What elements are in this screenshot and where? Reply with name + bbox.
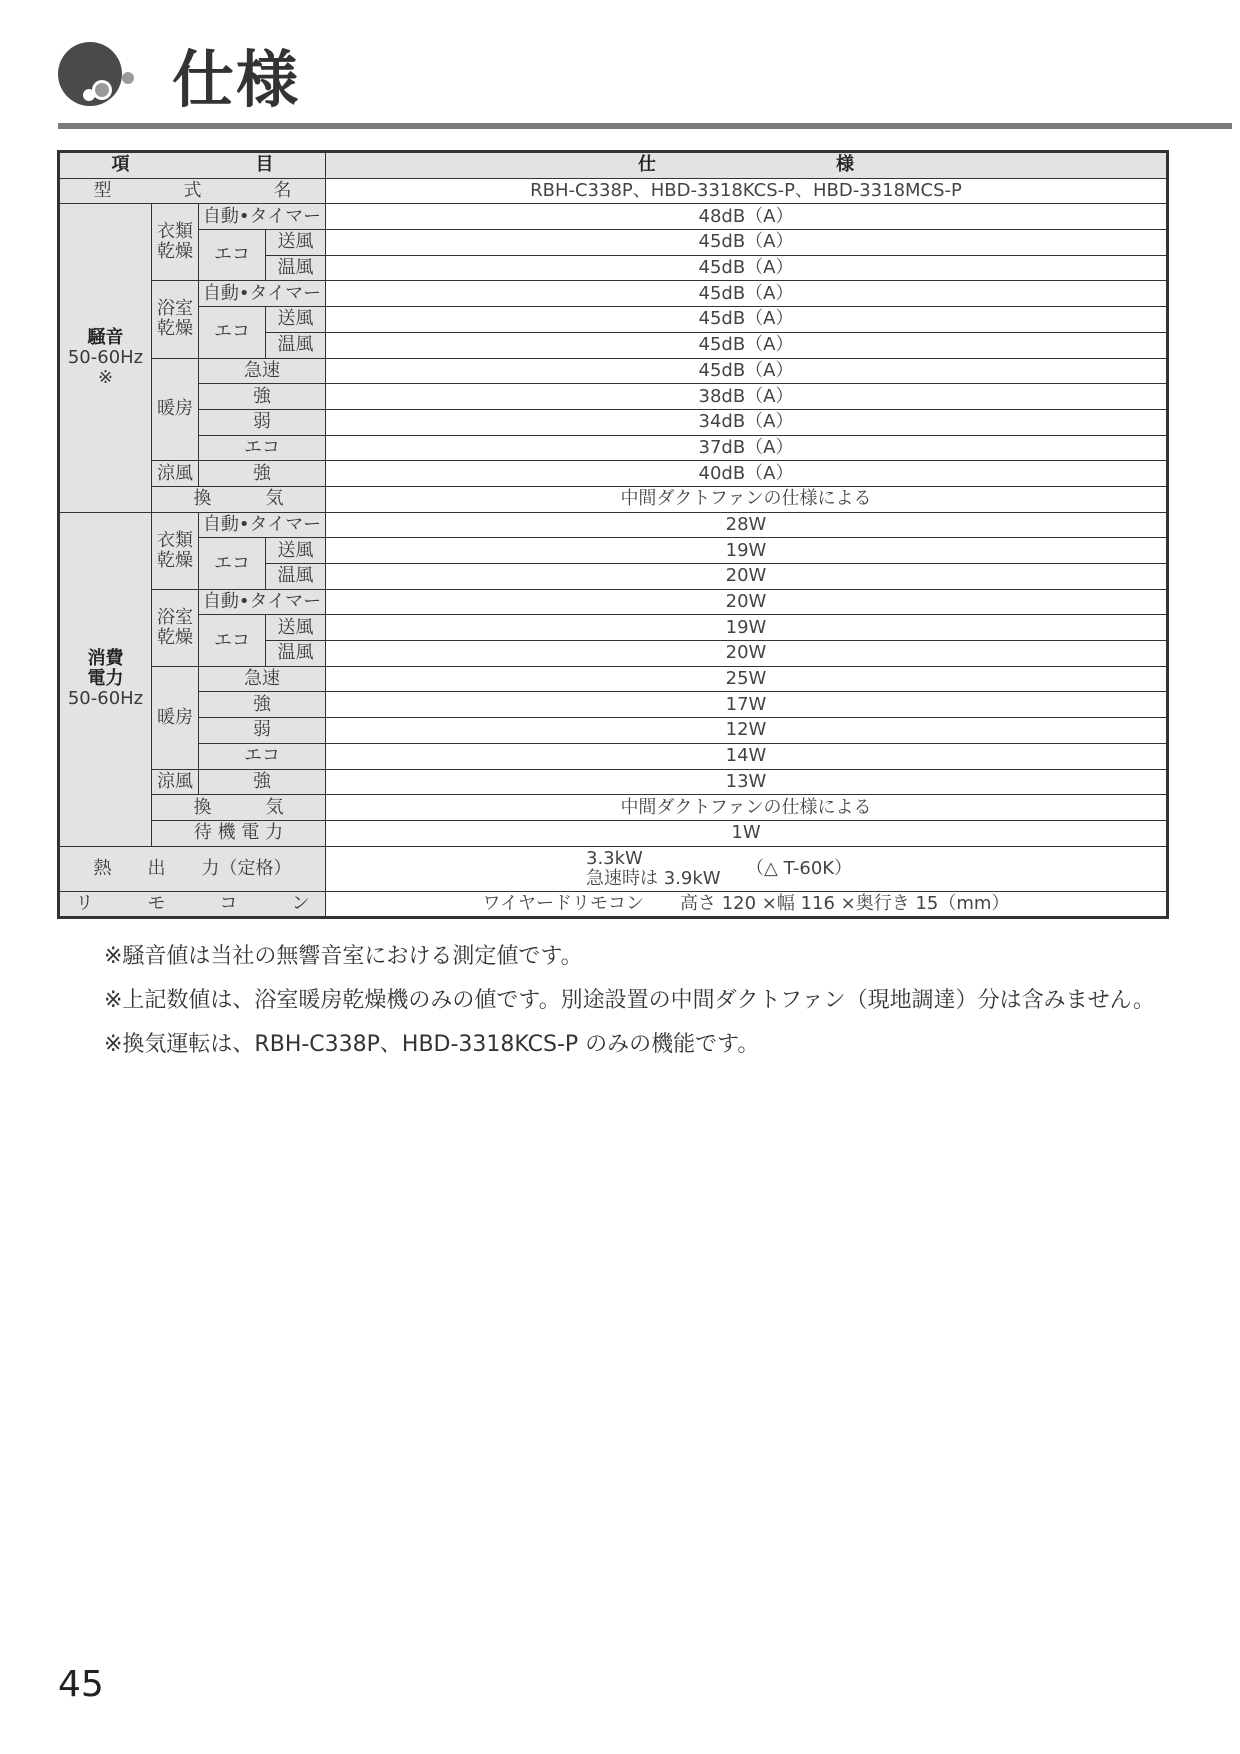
power-value: 20W: [326, 641, 1168, 667]
power-value: 20W: [326, 589, 1168, 615]
power-value: 19W: [326, 538, 1168, 564]
table-row: [59, 486, 1168, 512]
table-row: [59, 230, 1168, 256]
noise-value: 45dB（A）: [326, 332, 1168, 358]
header-item: 項 目: [59, 152, 326, 179]
heat-output-rated: 3.3kW: [586, 847, 643, 869]
table-row: [59, 615, 1168, 641]
table-row: [59, 692, 1168, 718]
table-row: [59, 820, 1168, 846]
noise-clothes-eco: エコ: [199, 230, 266, 281]
table-row: [59, 409, 1168, 435]
table-row: [59, 307, 1168, 333]
power-cool-label: 涼風: [152, 769, 199, 795]
noise-heating-label: 暖房: [152, 358, 199, 461]
noise-cool-label: 涼風: [152, 461, 199, 487]
model-value: RBH-C338P、HBD-3318KCS-P、HBD-3318MCS-P: [326, 178, 1168, 204]
power-bath-warm: 温風: [266, 641, 326, 667]
noise-group-title: 騒音: [87, 327, 124, 348]
power-bath-auto: 自動•タイマー: [199, 589, 326, 615]
power-value: 中間ダクトファンの仕様による: [326, 795, 1168, 821]
spec-table-container: [57, 150, 1169, 919]
power-value: 25W: [326, 666, 1168, 692]
noise-bath-label: 浴室 乾燥: [152, 281, 199, 358]
noise-value: 45dB（A）: [326, 281, 1168, 307]
table-row: [59, 589, 1168, 615]
table-row: [59, 795, 1168, 821]
noise-heating-strong: 強: [199, 384, 326, 410]
noise-clothes-fan: 送風: [266, 230, 326, 256]
note-item: ※換気運転は、RBH-C338P、HBD-3318KCS-P のみの機能です。: [104, 1032, 760, 1057]
power-value: 1W: [326, 820, 1168, 846]
noise-value: 48dB（A）: [326, 204, 1168, 230]
table-row: [59, 204, 1168, 230]
noise-value: 37dB（A）: [326, 435, 1168, 461]
noise-value: 45dB（A）: [326, 230, 1168, 256]
page-header: [0, 0, 1240, 140]
power-value: 17W: [326, 692, 1168, 718]
table-row: [59, 512, 1168, 538]
table-row: [59, 846, 1168, 891]
noise-value: 45dB（A）: [326, 255, 1168, 281]
heat-output-model: （△ T-60K）: [746, 857, 853, 879]
power-value: 20W: [326, 564, 1168, 590]
power-value: 14W: [326, 743, 1168, 769]
table-row: [59, 769, 1168, 795]
power-standby-label: 待 機 電 力: [152, 820, 326, 846]
heat-output-value: [326, 846, 1168, 891]
title-rule: [58, 123, 1232, 129]
table-row: [59, 891, 1168, 918]
noise-bath-fan: 送風: [266, 307, 326, 333]
power-clothes-label: 衣類 乾燥: [152, 512, 199, 589]
noise-group-label: [59, 204, 152, 512]
heat-output-rapid: 急速時は 3.9kW: [586, 867, 721, 889]
page-number: 45: [58, 1664, 104, 1705]
noise-value: 34dB（A）: [326, 409, 1168, 435]
table-row: [59, 718, 1168, 744]
power-bath-fan: 送風: [266, 615, 326, 641]
note-item: ※騒音値は当社の無響音室における測定値です。: [104, 944, 583, 969]
noise-freq: 50-60Hz: [67, 347, 144, 368]
noise-value: 45dB（A）: [326, 358, 1168, 384]
table-row: [59, 435, 1168, 461]
noise-vent-label: 換 気: [152, 486, 326, 512]
power-heating-weak: 弱: [199, 718, 326, 744]
remote-value: ワイヤードリモコン 高さ 120 ×幅 116 ×奥行き 15（mm）: [326, 891, 1168, 918]
noise-mark: ※: [97, 367, 114, 388]
noise-clothes-warm: 温風: [266, 255, 326, 281]
table-row: [59, 384, 1168, 410]
power-bath-label: 浴室 乾燥: [152, 589, 199, 666]
power-cool-strong: 強: [199, 769, 326, 795]
power-heating-label: 暖房: [152, 666, 199, 769]
heat-output-values: [586, 849, 721, 889]
power-clothes-warm: 温風: [266, 564, 326, 590]
power-group-title: 消費 電力: [87, 648, 124, 690]
spec-table: [57, 150, 1169, 919]
power-value: 19W: [326, 615, 1168, 641]
noise-value: 38dB（A）: [326, 384, 1168, 410]
noise-bath-warm: 温風: [266, 332, 326, 358]
notes: [104, 940, 1180, 1072]
section-bullet-icon: [56, 38, 156, 118]
power-value: 13W: [326, 769, 1168, 795]
noise-clothes-auto: 自動•タイマー: [199, 204, 326, 230]
table-row: [59, 358, 1168, 384]
power-value: 28W: [326, 512, 1168, 538]
power-clothes-auto: 自動•タイマー: [199, 512, 326, 538]
power-heating-strong: 強: [199, 692, 326, 718]
table-header-row: [59, 152, 1168, 179]
power-heating-eco: エコ: [199, 743, 326, 769]
power-bath-eco: エコ: [199, 615, 266, 666]
noise-heating-weak: 弱: [199, 409, 326, 435]
table-row: [59, 281, 1168, 307]
noise-clothes-label: 衣類 乾燥: [152, 204, 199, 281]
power-vent-label: 換 気: [152, 795, 326, 821]
noise-value: 45dB（A）: [326, 307, 1168, 333]
header-spec: 仕 様: [326, 152, 1168, 179]
noise-heating-eco: エコ: [199, 435, 326, 461]
noise-heating-rapid: 急速: [199, 358, 326, 384]
power-heating-rapid: 急速: [199, 666, 326, 692]
noise-value: 40dB（A）: [326, 461, 1168, 487]
noise-bath-eco: エコ: [199, 307, 266, 358]
table-row: [59, 666, 1168, 692]
power-clothes-eco: エコ: [199, 538, 266, 589]
noise-value: 中間ダクトファンの仕様による: [326, 486, 1168, 512]
noise-cool-strong: 強: [199, 461, 326, 487]
power-value: 12W: [326, 718, 1168, 744]
heat-output-label: 熱 出 力（定格）: [59, 846, 326, 891]
model-label: 型 式 名: [59, 178, 326, 204]
table-row: [59, 461, 1168, 487]
table-row: [59, 178, 1168, 204]
power-group-label: [59, 512, 152, 846]
table-row: [59, 538, 1168, 564]
note-item: ※上記数値は、浴室暖房乾燥機のみの値です。別途設置の中間ダクトファン（現地調達）分は含みません。: [104, 988, 1155, 1013]
page-title: 仕様: [172, 43, 301, 116]
noise-bath-auto: 自動•タイマー: [199, 281, 326, 307]
remote-label: リ モ コ ン: [59, 891, 326, 918]
table-row: [59, 743, 1168, 769]
power-clothes-fan: 送風: [266, 538, 326, 564]
power-freq: 50-60Hz: [67, 688, 144, 710]
